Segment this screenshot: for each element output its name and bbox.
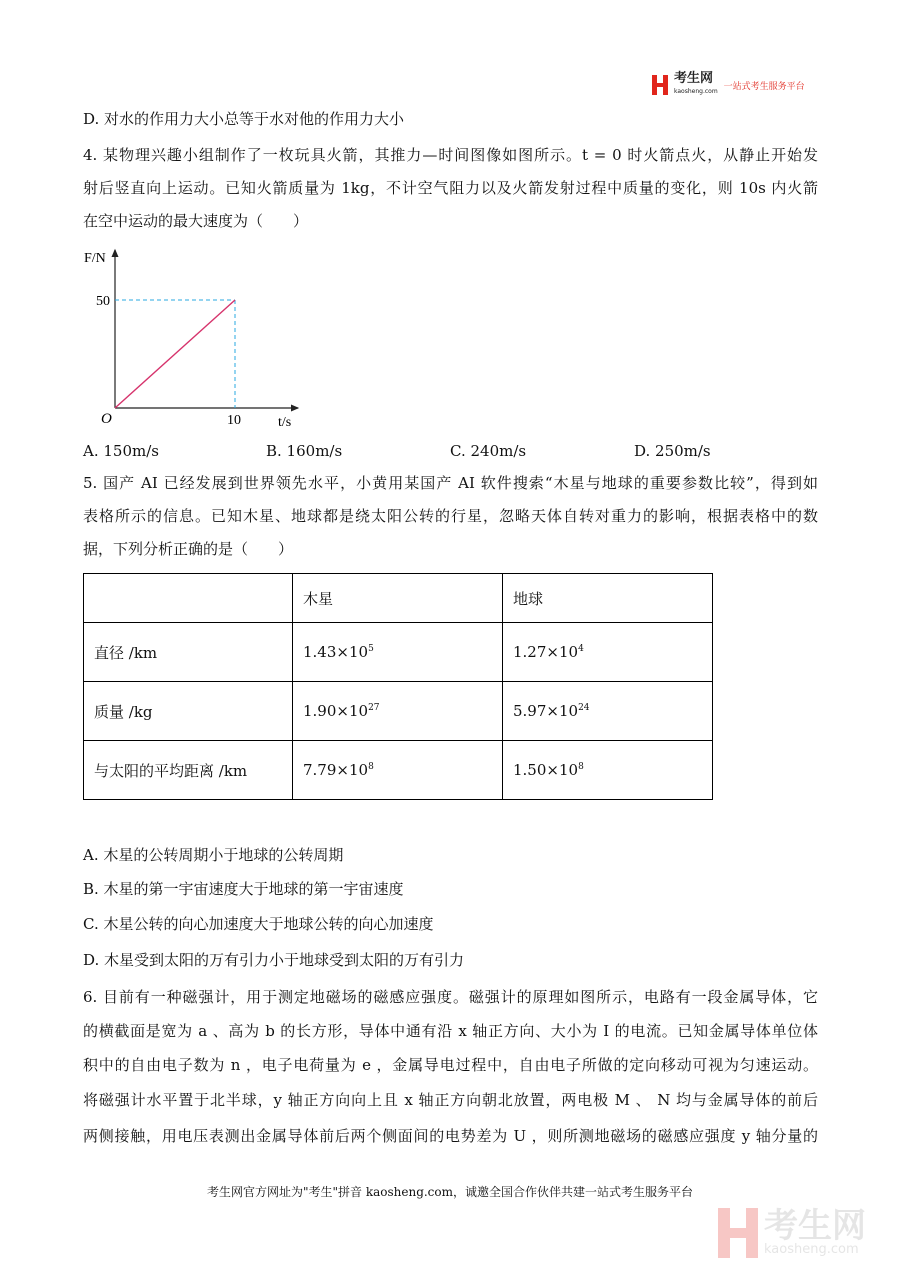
logo-slogan: 一站式考生服务平台 [723,81,805,92]
logo-domain: kaosheng.com [674,88,718,95]
q4-option-a: A. 150m/s [83,442,159,460]
header-earth: 地球 [503,574,713,623]
y-tick-label: 50 [96,294,110,309]
q5-line-2: 表格所示的信息。已知木星、地球都是绕太阳公转的行星，忽略天体自转对重力的影响，根据表格中的数 [83,507,818,525]
x-tick-label: 10 [227,413,241,428]
planet-comparison-table [83,573,713,800]
table-row: 与太阳的平均距离 /km $7.79\times 10^8$ $1.50\times 10^8$ [84,741,713,800]
q5-option-d: D. 木星受到太阳的万有引力小于地球受到太阳的万有引力 [83,951,465,969]
q5-line-3: 据，下列分析正确的是（ ） [83,540,294,558]
q6-line-4: 将磁强计水平置于北半球，y 轴正方向向上且 x 轴正方向朝北放置，两电极 M 、 N 均与金属导体的前后 [83,1091,818,1109]
watermark-name: 考生网 [764,1206,866,1246]
q4-line-2: 射后竖直向上运动。已知火箭质量为 1kg，不计空气阻力以及火箭发射过程中质量的变化，则 10s 内火箭 [83,179,818,197]
q5-line-1: 5. 国产 AI 已经发展到世界领先水平，小黄用某国产 AI 软件搜索“木星与地球的重要参数比较”，得到如 [83,474,818,492]
q4-line-1: 4. 某物理兴趣小组制作了一枚玩具火箭，其推力—时间图像如图所示。t = 0 时火箭点火，从静止开始发 [83,146,818,164]
q4-option-d: D. 250m/s [634,442,711,460]
site-logo [652,72,805,98]
x-axis-label: t/s [278,415,292,430]
origin-label: O [101,411,112,427]
q5-option-a: A. 木星的公转周期小于地球的公转周期 [83,846,344,864]
header-jupiter: 木星 [293,574,503,623]
q6-line-3: 积中的自由电子数为 n ，电子电荷量为 e ，金属导电过程中，自由电子所做的定向移动可视为匀速运动。 [83,1056,818,1074]
q6-line-2: 的横截面是宽为 a 、高为 b 的长方形，导体中通有沿 x 轴正方向、大小为 I 的电流。已知金属导体单位体 [83,1022,818,1040]
y-axis-label: F/N [84,251,106,266]
watermark-mark-icon [718,1208,758,1258]
logo-name: 考生网 [674,71,714,86]
q4-option-b: B. 160m/s [266,442,343,460]
watermark-logo [718,1208,866,1258]
q6-line-5: 两侧接触，用电压表测出金属导体前后两个侧面间的电势差为 U ，则所测地磁场的磁感应强度 y 轴分量的 [83,1127,818,1145]
q3-option-d: D. 对水的作用力大小总等于水对他的作用力大小 [83,110,405,128]
watermark-domain: kaosheng.com [764,1242,859,1257]
q4-line-3: 在空中运动的最大速度为（ ） [83,212,309,230]
logo-mark-icon [652,75,668,95]
force-line [115,300,235,408]
q4-option-c: C. 240m/s [450,442,527,460]
q6-line-1: 6. 目前有一种磁强计，用于测定地磁场的磁感应强度。磁强计的原理如图所示，电路有一段金属导体，它 [83,988,818,1006]
q5-option-b: B. 木星的第一宇宙速度大于地球的第一宇宙速度 [83,880,404,898]
table-header-row [84,574,713,623]
table-row: 直径 /km $1.43\times 10^5$ $1.27\times 10^4$ [84,623,713,682]
page-footer: 考生网官方网址为"考生"拼音 kaosheng.com，诚邀全国合作伙伴共建一站式考生服务平台 [206,1185,694,1199]
force-time-chart [70,240,320,440]
q5-option-c: C. 木星公转的向心加速度大于地球公转的向心加速度 [83,915,434,933]
table-row: 质量 /kg $1.90\times 10^{27}$ $5.97\times 10^{24}$ [84,682,713,741]
